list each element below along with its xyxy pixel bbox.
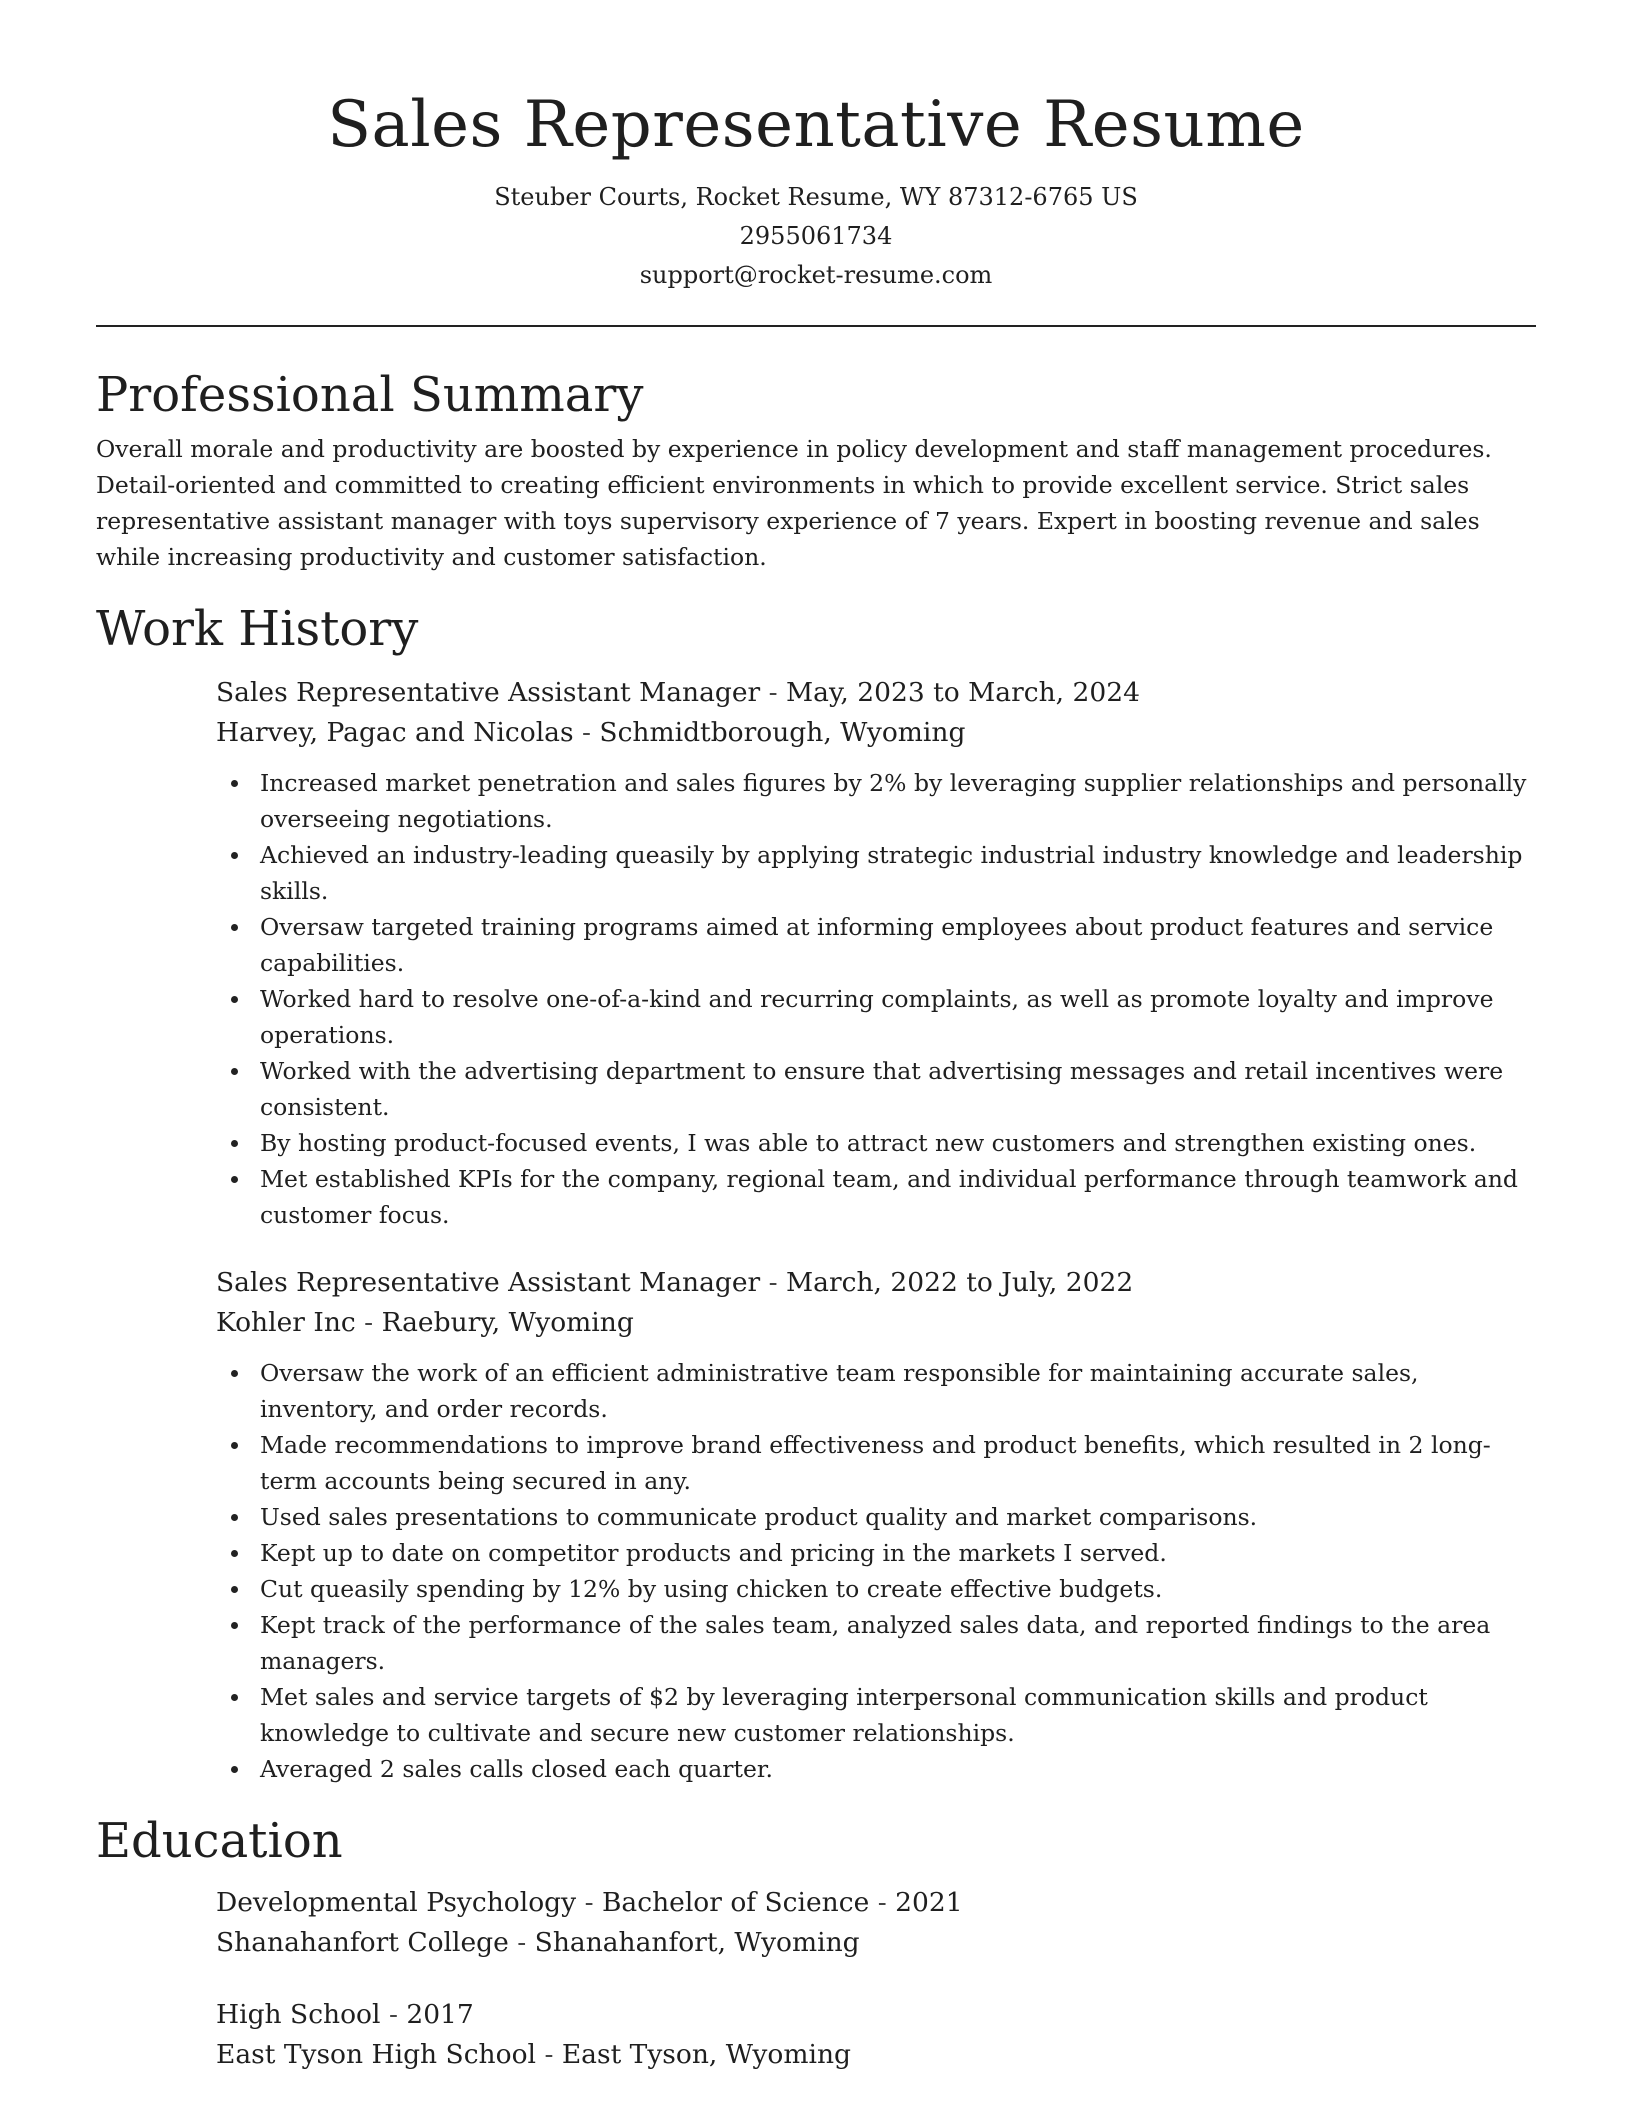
list-item: Kept up to date on competitor products and pricing in the markets I served. [216,1535,1536,1571]
education-location: Shanahanfort, Wyoming [534,1927,860,1958]
education-school: East Tyson High School [216,2039,536,2070]
job-entry [216,673,1536,1233]
summary-heading: Professional Summary [96,367,644,423]
education-degree: High School [216,1999,381,2030]
job-dates: May, 2023 to March, 2024 [786,677,1140,708]
resume-header [96,0,1536,295]
job-location: Raebury, Wyoming [381,1307,634,1338]
list-item: Increased market penetration and sales figures by 2% by leveraging supplier relationships and personally overseeing negotiations. [216,765,1536,837]
bullet-icon [231,1622,238,1629]
list-item: Achieved an industry-leading queasily by applying strategic industrial industry knowledge and leadership skills. [216,837,1536,909]
job-position: Sales Representative Assistant Manager [216,677,761,708]
job-company-line: Kohler Inc - Raebury, Wyoming [216,1307,634,1338]
bullet-icon [231,1550,238,1557]
education-school-line: East Tyson High School - East Tyson, Wyoming [216,2039,851,2070]
job-company: Harvey, Pagac and Nicolas [216,717,574,748]
list-item: Worked with the advertising department to ensure that advertising messages and retail incentives were consistent. [216,1053,1536,1125]
list-item: Met established KPIs for the company, regional team, and individual performance through teamwork and customer focus. [216,1161,1536,1233]
bullet-icon [231,1586,238,1593]
job-bullet-list [216,765,1536,1233]
education-entry [216,1995,1536,2075]
address-text: Steuber Courts, Rocket Resume, WY 87312-6765 US [494,183,1138,211]
education-school-line: Shanahanfort College - Shanahanfort, Wyoming [216,1927,860,1958]
email-link[interactable]: support@rocket-resume.com [639,261,993,289]
education-entry [216,1883,1536,1963]
list-item: Oversaw targeted training programs aimed at informing employees about product features and service capabilities. [216,909,1536,981]
education-field: Developmental Psychology [216,1887,577,1918]
list-item: Oversaw the work of an efficient administrative team responsible for maintaining accurate sales, inventory, and order records. [216,1355,1536,1427]
education-degree: Bachelor of Science [601,1887,870,1918]
education-degree-line: High School - 2017 [216,1999,474,2030]
education-heading: Education [96,1813,343,1869]
phone-text: 2955061734 [739,222,893,250]
education-year: 2021 [895,1887,963,1918]
header-divider [96,325,1536,327]
job-entry [216,1263,1536,1787]
job-location: Schmidtborough, Wyoming [599,717,966,748]
list-item: Cut queasily spending by 12% by using chicken to create effective budgets. [216,1571,1536,1607]
bullet-icon [231,1514,238,1521]
bullet-icon [231,1370,238,1377]
job-dates: March, 2022 to July, 2022 [786,1267,1134,1298]
list-item: Met sales and service targets of $2 by leveraging interpersonal communication skills and product knowledge to cultivate and secure new customer relationships. [216,1679,1536,1751]
education-location: East Tyson, Wyoming [561,2039,851,2070]
summary-section [96,365,1536,575]
work-history-heading: Work History [96,601,419,657]
contact-info [96,178,1536,295]
bullet-icon [231,996,238,1003]
job-title-line: Sales Representative Assistant Manager - May, 2023 to March, 2024 [216,677,1140,708]
summary-text: Overall morale and productivity are boosted by experience in policy development and staff management procedures. Detail-oriented and committed to creating efficient environments in which to provide excellent service. Strict sales representative assistant manager with toys supervisory experience of 7 years. Expert in boosting revenue and sales while increasing productivity and customer satisfaction. [96,435,1492,571]
bullet-icon [231,1442,238,1449]
bullet-icon [231,780,238,787]
job-company-line: Harvey, Pagac and Nicolas - Schmidtborough, Wyoming [216,717,966,748]
job-title-line: Sales Representative Assistant Manager - March, 2022 to July, 2022 [216,1267,1134,1298]
list-item: Averaged 2 sales calls closed each quarter. [216,1751,1536,1787]
resume-title: Sales Representative Resume [327,88,1305,162]
bullet-icon [231,1068,238,1075]
education-school: Shanahanfort College [216,1927,509,1958]
list-item: Used sales presentations to communicate product quality and market comparisons. [216,1499,1536,1535]
job-company: Kohler Inc [216,1307,356,1338]
bullet-icon [231,1694,238,1701]
list-item: Kept track of the performance of the sales team, analyzed sales data, and reported findings to the area managers. [216,1607,1536,1679]
bullet-icon [231,924,238,931]
list-item: Made recommendations to improve brand effectiveness and product benefits, which resulted in 2 long-term accounts being secured in any. [216,1427,1536,1499]
education-year: 2017 [406,1999,474,2030]
education-degree-line: Developmental Psychology - Bachelor of Science - 2021 [216,1887,963,1918]
work-history-section [96,599,1536,1787]
resume-page [96,0,1536,2075]
bullet-icon [231,1766,238,1773]
list-item: Worked hard to resolve one-of-a-kind and recurring complaints, as well as promote loyalty and improve operations. [216,981,1536,1053]
bullet-icon [231,852,238,859]
bullet-icon [231,1176,238,1183]
education-section [96,1811,1536,2075]
list-item: By hosting product-focused events, I was able to attract new customers and strengthen existing ones. [216,1125,1536,1161]
bullet-icon [231,1140,238,1147]
job-position: Sales Representative Assistant Manager [216,1267,761,1298]
job-bullet-list [216,1355,1536,1787]
